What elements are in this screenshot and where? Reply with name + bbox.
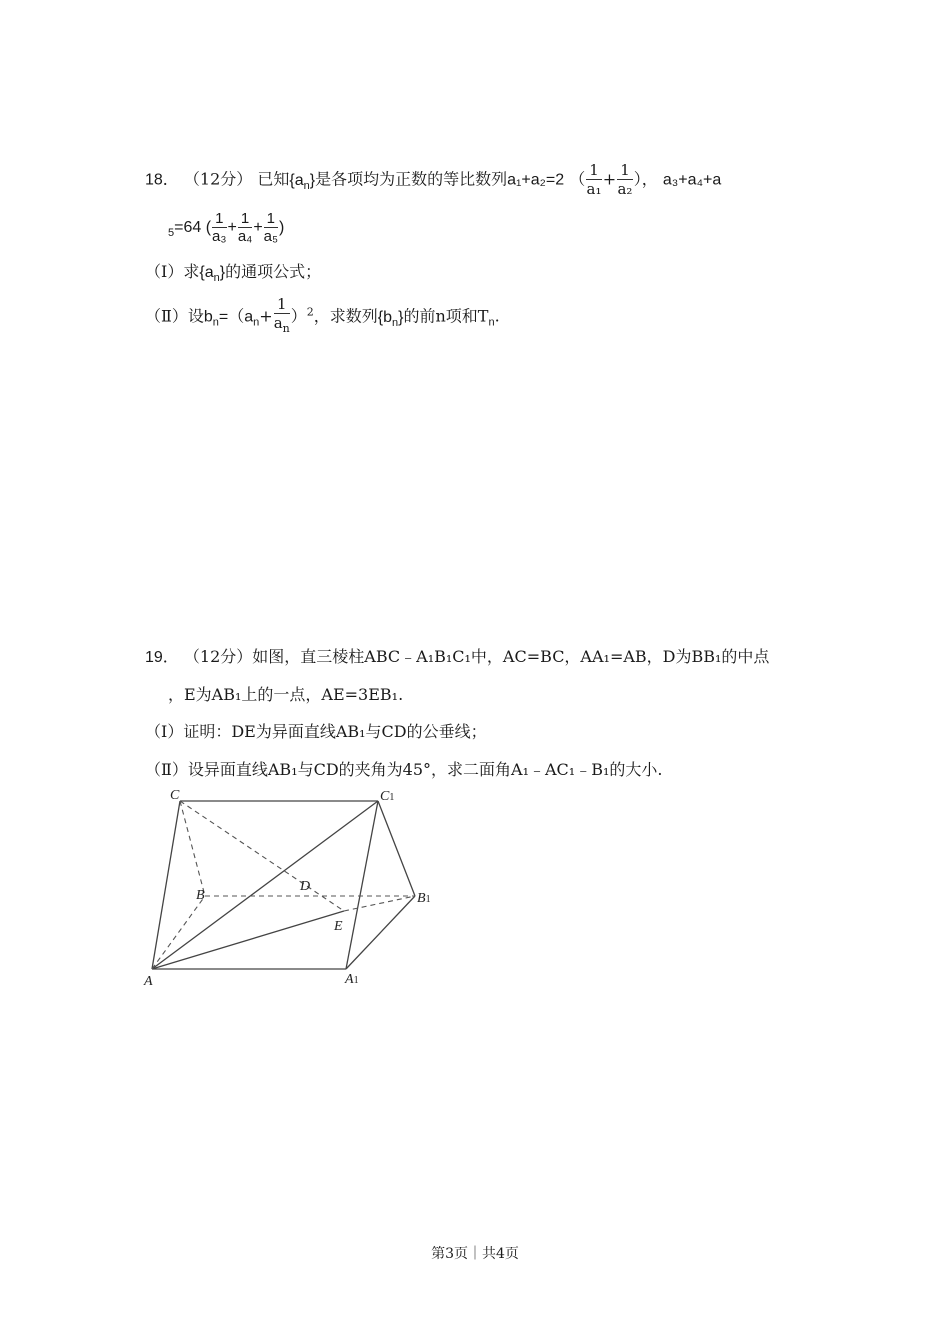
seq-a-open: {a: [289, 171, 304, 189]
q19-part1: [145, 722, 487, 742]
part2-text1: 设b: [187, 308, 213, 326]
q18-line1: [145, 162, 721, 198]
part2-label: （Ⅱ）: [145, 306, 188, 326]
frac-num: 1: [238, 210, 252, 228]
label-A1-sub: 1: [353, 975, 359, 986]
frac-num: 1: [212, 210, 226, 228]
q18-part2: [145, 296, 500, 338]
part2-text2: ，求数列: [313, 306, 378, 326]
prism-figure: [140, 785, 450, 995]
frac-den: a₅: [263, 228, 279, 245]
edge-C-B: [180, 801, 205, 896]
seq-a-sub: n: [303, 179, 310, 192]
q18-cond2-eq: =64: [174, 219, 202, 237]
squared: 2: [306, 305, 314, 319]
q19-part2-text: （Ⅱ）设异面直线AB₁与CD的夹角为45°，求二面角A₁﹣AC₁﹣B₁的大小.: [145, 760, 663, 779]
edge-C1-A1: [346, 801, 378, 969]
frac-num: 1: [617, 162, 633, 180]
label-C: C: [170, 788, 180, 803]
q18-score: （12分）: [183, 169, 253, 189]
label-C1-sub: 1: [389, 792, 395, 803]
part1-text2: 的通项公式；: [225, 262, 322, 281]
label-D: D: [300, 879, 311, 894]
frac-1-a3: [212, 210, 226, 246]
label-C1-base: C: [380, 789, 390, 804]
frac-den: a₂: [617, 180, 633, 198]
seq-a-open: {a: [199, 264, 214, 281]
sub-n: n: [212, 316, 219, 329]
edge-C-A: [152, 801, 180, 969]
q19-part2: [145, 760, 662, 780]
label-A1: [344, 972, 359, 987]
label-C1: [380, 789, 394, 804]
label-A: A: [144, 974, 153, 989]
q18-part1: [145, 262, 321, 288]
frac-den: [274, 314, 290, 338]
q18-seq-a: [289, 171, 316, 192]
seq-a-sub: n: [213, 272, 220, 284]
seq-b-close: }: [398, 308, 404, 326]
seq-a-close: }: [309, 171, 316, 189]
q18-cond2-sub: 5: [168, 227, 175, 240]
q19-part1-text: （Ⅰ）证明：DE为异面直线AB₁与CD的公垂线；: [145, 722, 487, 741]
label-E: E: [334, 919, 343, 934]
edge-E-B1: [344, 896, 415, 911]
edge-A-E: [152, 911, 344, 969]
q18-number: 18．: [145, 171, 179, 189]
paren-close: ): [279, 219, 285, 237]
paren-open: (: [205, 219, 212, 237]
part2-end: .: [494, 306, 500, 326]
q18-cond2-lhs: a₃+a₄+a: [662, 171, 722, 189]
part2-eq: =（a: [218, 308, 254, 326]
q19-score: （12分）: [183, 647, 253, 666]
frac-1-an: [274, 296, 290, 338]
frac-1-a4: [238, 210, 252, 246]
frac-num: 1: [274, 296, 290, 314]
label-B1-base: B: [417, 891, 426, 906]
plus-sign: +: [227, 219, 237, 237]
label-B: B: [196, 888, 205, 903]
plus-sign: +: [602, 169, 617, 189]
frac-den: a₄: [237, 228, 253, 245]
part2-close: ）: [290, 306, 307, 326]
q19-number: 19．: [145, 649, 179, 666]
page-footer: 第3页｜共4页: [431, 1246, 519, 1262]
label-B1: [417, 891, 431, 906]
frac-num: 1: [264, 210, 278, 228]
frac-den: a₁: [586, 180, 602, 198]
sub-n: n: [488, 316, 495, 329]
label-A1-base: A: [345, 972, 354, 987]
q19-line1: [145, 647, 769, 668]
label-B1-sub: 1: [425, 894, 431, 905]
q18-intro: 已知: [257, 169, 290, 189]
edge-A1-B1: [346, 896, 415, 969]
q18-cond1-lhs: a₁+a₂=2: [507, 171, 565, 189]
part1-text1: 求: [183, 262, 200, 281]
edge-C1-B1: [378, 801, 415, 896]
frac-den: a₃: [212, 228, 227, 245]
edge-C-E: [180, 801, 344, 911]
part1-label: （Ⅰ）: [145, 262, 184, 281]
frac-num: 1: [586, 162, 602, 180]
q19-line2: [168, 685, 403, 705]
q18-line2: [168, 210, 284, 246]
frac-1-a5: [264, 210, 278, 246]
sub-n: n: [392, 316, 399, 329]
q19-text-line2: ，E为AB₁上的一点，AE=3EB₁.: [168, 685, 404, 704]
sub-n: n: [282, 322, 290, 335]
q18-open-paren: （: [569, 169, 586, 189]
an-base: a: [273, 314, 283, 332]
seq-b-open: {b: [377, 308, 393, 326]
sub-n: n: [253, 316, 260, 329]
q18-close-paren: ）: [633, 169, 642, 189]
frac-1-a1: [586, 162, 602, 198]
q18-sep: ，: [641, 169, 658, 189]
part2-text3: 的前n项和T: [403, 306, 489, 326]
plus-sign: +: [253, 219, 263, 237]
edge-A-C1: [152, 801, 378, 969]
edge-A-B: [152, 896, 205, 969]
plus-sign: +: [259, 306, 273, 326]
q18-desc: 是各项均为正数的等比数列: [315, 169, 508, 189]
seq-a-close: }: [219, 264, 226, 281]
frac-1-a2: [617, 162, 633, 198]
q19-text-line1: 如图，直三棱柱ABC﹣A₁B₁C₁中，AC=BC，AA₁=AB，D为BB₁的中点: [252, 647, 770, 666]
